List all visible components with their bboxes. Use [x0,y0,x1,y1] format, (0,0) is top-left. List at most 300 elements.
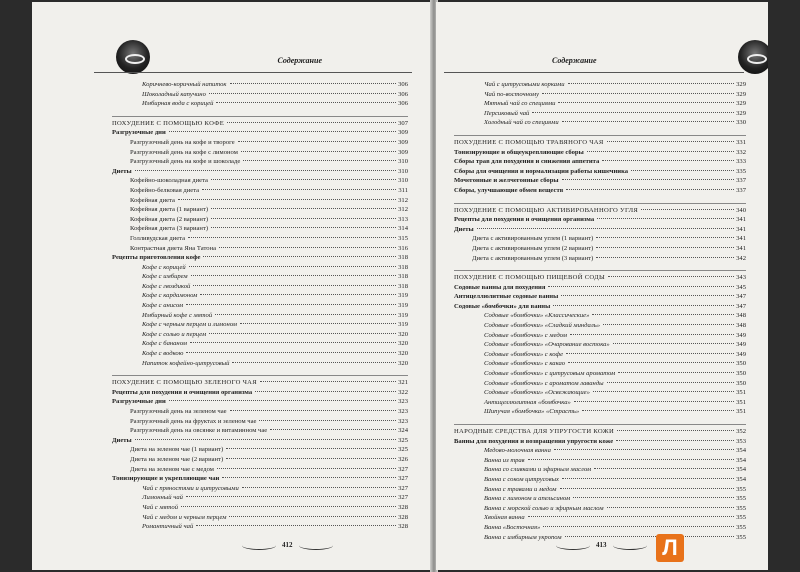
toc-entry-page: 345 [736,283,746,291]
toc-entry [454,485,746,495]
toc-leader-dots [190,342,396,343]
toc-entry [454,379,746,389]
toc-entry [112,196,408,206]
toc-section [454,203,746,216]
toc-entry-page: 337 [736,177,746,185]
toc-entry-page: 306 [398,81,408,88]
toc-entry-title: Тонизирующие и укрепляющие чаи [112,475,220,483]
toc-leader-dots [562,121,734,122]
toc-entry [454,359,746,369]
right-swirl-ornament-icon [299,541,333,550]
toc-entry [454,225,746,235]
toc-entry-title: Разгрузочный день на зеленом чае [130,408,227,415]
toc-entry-page: 329 [736,100,746,108]
toc-entry [454,369,746,379]
toc-entry [454,446,746,456]
toc-entry [454,167,746,177]
toc-entry [112,388,408,398]
toc-entry-title: Содовые «бомбочки» с медом [484,331,567,339]
toc-leader-dots [243,160,396,161]
toc-entry-title: Напиток кофейно-цитрусовый [142,359,230,367]
right-toc [454,80,746,542]
toc-leader-dots [528,459,735,460]
toc-entry-page: 343 [736,274,746,282]
toc-leader-dots [594,468,734,469]
toc-entry [112,176,408,186]
toc-entry-page: 355 [736,533,746,541]
toc-leader-dots [189,266,396,267]
toc-entry-page: 321 [398,379,408,387]
toc-entry [112,513,408,523]
toc-entry [454,311,746,321]
toc-leader-dots [193,285,396,286]
toc-entry [454,292,746,302]
toc-leader-dots [230,410,397,411]
toc-leader-dots [641,209,734,210]
right-header-title: Содержание [552,56,597,65]
toc-entry-page: 354 [736,456,746,464]
toc-entry-title: Мочегонные и желчегонные сборы [454,177,559,185]
toc-entry [454,148,746,158]
toc-entry-title: Ванна с имбирным укропом [484,533,562,541]
toc-entry [112,349,408,359]
toc-entry-page: 348 [736,312,746,320]
toc-entry-page: 315 [398,234,408,242]
toc-entry-title: Чай с цитрусовыми корками [484,81,565,88]
left-page [32,2,432,570]
toc-entry [454,109,746,119]
toc-entry-page: 341 [736,244,746,252]
toc-leader-dots [548,286,734,287]
toc-entry-title: Кофе с солью и перцем [142,330,207,338]
toc-entry-page: 318 [398,263,408,271]
toc-leader-dots [570,334,734,335]
toc-entry-page: 316 [398,244,408,252]
toc-entry [112,503,408,513]
toc-leader-dots [222,477,396,478]
left-swirl-ornament-icon [242,541,276,550]
toc-entry-title: Антицеллюлитная «бомбочка» [484,398,571,406]
toc-entry-title: Персиковый чай [484,109,530,117]
toc-entry-title: Ванна с соком цитрусовых [484,475,559,483]
toc-entry-page: 355 [736,495,746,503]
toc-entry-page: 311 [398,186,408,194]
toc-entry-title: Диета на зеленом чае (1 вариант) [130,446,224,454]
toc-leader-dots [562,179,735,180]
toc-entry [454,388,746,398]
toc-entry-title: Чай с мятой [142,503,178,511]
toc-entry-title: Кофейно-белковая диета [130,186,200,194]
toc-entry-page: 319 [398,292,408,300]
toc-entry-title: Ванна с лимоном и апельсином [484,495,571,503]
toc-entry-page: 333 [736,158,746,166]
toc-entry-page: 313 [398,215,408,223]
toc-entry [454,302,746,312]
toc-entry-page: 349 [736,331,746,339]
toc-leader-dots [232,362,396,363]
toc-leader-dots [211,208,396,209]
toc-entry-page: 327 [398,494,408,502]
toc-entry [454,176,746,186]
toc-leader-dots [200,294,396,295]
toc-entry [112,455,408,465]
toc-entry-title: Имбирный кофе с мятой [142,311,213,319]
toc-entry-title: Романтичный чай [142,523,194,531]
toc-entry-title: Разгрузочный день на кофе с лимоном [130,148,238,156]
toc-entry-page: 328 [398,513,408,521]
toc-entry-title: Сборы трав для похудения и снижения аппетита [454,158,600,166]
toc-leader-dots [603,324,734,325]
toc-leader-dots [592,314,734,315]
toc-entry-page: 322 [398,388,408,396]
toc-entry [112,291,408,301]
toc-entry-page: 342 [736,254,746,262]
toc-entry-page: 349 [736,350,746,358]
toc-entry-page: 307 [398,119,408,127]
toc-entry-page: 319 [398,311,408,319]
toc-leader-dots [186,496,396,497]
toc-leader-dots [219,247,396,248]
toc-leader-dots [196,525,396,526]
toc-leader-dots [593,391,734,392]
toc-entry-page: 348 [736,322,746,330]
toc-entry-page: 329 [736,90,746,98]
labirint-logo-icon: Л [656,534,684,562]
toc-entry [454,90,746,100]
toc-entry [454,350,746,360]
toc-entry [454,234,746,244]
toc-entry-title: Содовые «бомбочки» с какао [484,360,566,368]
toc-entry-page: 323 [398,398,408,406]
toc-entry [112,397,408,407]
toc-entry-title: Ванна с травами и медом [484,485,557,493]
toc-entry-title: Шипучая «бомбочка» «Страсть» [484,408,580,416]
toc-entry-title: Диета с активированным углем (1 вариант) [472,235,594,243]
toc-leader-dots [574,401,734,402]
toc-entry [112,186,408,196]
toc-entry-page: 355 [736,504,746,512]
toc-entry-title: Содовые «бомбочки» «Освежающие» [484,389,590,397]
toc-entry [454,99,746,109]
toc-leader-dots [562,478,734,479]
toc-leader-dots [229,516,396,517]
right-page-number: 413 [596,541,607,549]
toc-entry-page: 306 [398,90,408,98]
toc-leader-dots [186,304,396,305]
toc-entry-title: Содовые «бомбочки» «Очарование востока» [484,341,610,349]
toc-entry-title: Голливудская диета [130,234,186,242]
toc-entry-title: Кофе с черным перцем и лимоном [142,321,237,329]
toc-leader-dots [542,93,734,94]
toc-entry-title: Разгрузочный день на кофе и твороге [130,138,235,146]
toc-entry-title: Содовые «бомбочки» «Сладкий миндаль» [484,322,600,330]
left-page-number: 412 [282,541,293,549]
toc-leader-dots [255,391,396,392]
toc-entry [112,407,408,417]
toc-leader-dots [528,516,734,517]
toc-leader-dots [573,497,734,498]
toc-entry-page: 328 [398,503,408,511]
toc-entry-page: 355 [736,523,746,531]
toc-entry [112,311,408,321]
toc-entry-page: 326 [398,455,408,463]
toc-entry-page: 309 [398,129,408,137]
toc-entry-page: 323 [398,417,408,425]
toc-leader-dots [226,458,396,459]
toc-entry [454,523,746,533]
toc-entry-title: Кофе с кардамоном [142,292,198,300]
toc-entry-title: Медово-молочная ванна [484,447,551,455]
toc-entry [454,398,746,408]
toc-leader-dots [566,353,734,354]
toc-entry-title: Кофейная диета [130,196,175,204]
toc-entry-title: Содовые «бомбочки» с кофе [484,350,564,358]
toc-entry-title: Разгрузочные дни [112,129,166,137]
toc-entry-page: 354 [736,475,746,483]
toc-leader-dots [553,305,734,306]
toc-leader-dots [188,237,396,238]
toc-entry-page: 309 [398,148,408,156]
toc-entry [454,254,746,264]
toc-entry [112,301,408,311]
toc-entry [112,330,408,340]
toc-entry [112,138,408,148]
toc-leader-dots [202,189,396,190]
toc-entry [454,244,746,254]
toc-leader-dots [596,247,734,248]
toc-entry-title: Рецепты для похудения и очищения организма [112,388,253,396]
toc-entry-title: Коричнево-коричный напиток [142,81,227,88]
toc-entry-page: 354 [736,466,746,474]
toc-entry-title: Ванны для похудения и возвращения упругости коже [454,437,614,445]
toc-entry-title: Содовые «бомбочки» с цитрусовым ароматом [484,370,616,378]
toc-entry-page: 341 [736,216,746,224]
toc-entry [454,494,746,504]
toc-entry [112,234,408,244]
toc-entry [454,437,746,447]
toc-entry [112,205,408,215]
toc-entry [112,484,408,494]
toc-entry-title: Диета на зеленом чае с медом [130,465,214,473]
toc-leader-dots [169,400,396,401]
toc-entry-page: 310 [398,177,408,185]
toc-entry-page: 341 [736,225,746,233]
toc-entry [112,215,408,225]
toc-entry-title: Тонизирующие и общеукрепляющие сборы [454,148,584,156]
toc-entry-title: Ванна со сливками и эфирным маслом [484,466,592,474]
toc-entry-page: 325 [398,436,408,444]
toc-entry [454,215,746,225]
toc-leader-dots [568,83,735,84]
toc-entry-title: Антицеллюлитные содовые ванны [454,293,559,301]
toc-entry [454,80,746,90]
toc-entry [454,456,746,466]
toc-leader-dots [211,179,396,180]
toc-entry [112,99,408,109]
toc-entry-page: 355 [736,514,746,522]
toc-leader-dots [566,189,734,190]
left-toc [112,80,408,532]
toc-entry-title: Разгрузочный день на фруктах и зеленом чае [130,417,257,425]
toc-leader-dots [477,228,734,229]
toc-entry-title: Разгрузочный день на овсянке и витаминном чае [130,427,268,435]
toc-entry-title: Контрастная диета Яна Татона [130,244,217,252]
toc-entry-page: 312 [398,196,408,204]
toc-leader-dots [191,275,396,276]
toc-entry-title: Шоколадный капучино [142,90,206,98]
toc-entry-page: 340 [736,206,746,214]
toc-entry-title: Холодный чай со специями [484,119,559,127]
toc-entry [112,148,408,158]
left-swirl-ornament-icon [556,541,590,550]
toc-entry-title: Рецепты приготовления кофе [112,254,201,262]
toc-entry-title: Содовые «бомбочки» для ванны [454,302,551,310]
toc-leader-dots [169,131,396,132]
toc-leader-dots [217,468,396,469]
right-page-header [444,54,744,73]
toc-leader-dots [238,141,396,142]
toc-entry-title: Хвойная ванна [484,514,525,522]
toc-entry-page: 310 [398,167,408,175]
toc-entry-page: 325 [398,446,408,454]
toc-leader-dots [618,372,734,373]
toc-entry-title: Кофе с гвоздикой [142,282,191,290]
toc-entry [112,320,408,330]
toc-entry [454,504,746,514]
toc-entry-title: ПОХУДЕНИЕ С ПОМОЩЬЮ КОФЕ [112,119,225,127]
toc-entry-title: Разгрузочный день на кофе и шоколаде [130,158,241,166]
toc-entry-page: 320 [398,350,408,358]
toc-leader-dots [209,333,396,334]
toc-entry-page: 329 [736,81,746,88]
toc-entry [112,244,408,254]
toc-section [454,270,746,283]
toc-leader-dots [135,170,396,171]
toc-entry-page: 327 [398,465,408,473]
right-page [436,2,768,570]
toc-entry [454,475,746,485]
toc-entry-page: 327 [398,484,408,492]
toc-entry [112,359,408,369]
toc-entry [112,445,408,455]
toc-entry-page: 347 [736,302,746,310]
toc-leader-dots [607,141,735,142]
toc-entry [112,167,408,177]
toc-leader-dots [568,362,734,363]
toc-entry [112,417,408,427]
toc-entry-title: Чай по-восточному [484,90,540,98]
toc-section [112,375,408,388]
toc-entry-page: 318 [398,282,408,290]
toc-leader-dots [558,102,734,103]
toc-entry-title: Сборы для очищения и нормализации работы кишечника [454,167,629,175]
toc-entry-page: 350 [736,379,746,387]
toc-leader-dots [608,276,734,277]
toc-entry-title: Кофе с бананом [142,340,187,348]
toc-leader-dots [259,420,396,421]
toc-entry-title: Ванна из трав [484,456,525,464]
toc-entry [112,465,408,475]
toc-leader-dots [211,227,396,228]
toc-entry-title: Кофейная диета (2 вариант) [130,215,209,223]
toc-entry-title: НАРОДНЫЕ СРЕДСТВА ДЛЯ УПРУГОСТИ КОЖИ [454,428,615,435]
toc-entry-page: 306 [398,100,408,108]
toc-entry-page: 310 [398,158,408,166]
toc-leader-dots [543,526,734,527]
toc-entry-page: 314 [398,225,408,233]
toc-entry-title: Кофейно-шоколадная диета [130,177,208,185]
toc-leader-dots [215,314,396,315]
toc-entry-page: 354 [736,447,746,455]
toc-entry [112,436,408,446]
toc-entry [454,407,746,417]
toc-leader-dots [181,506,396,507]
toc-leader-dots [226,448,396,449]
toc-entry-title: Кофе с имбирем [142,273,188,281]
toc-entry-page: 350 [736,370,746,378]
left-header-title: Содержание [277,56,322,65]
toc-entry-page: 323 [398,408,408,415]
toc-leader-dots [554,449,734,450]
toc-entry-title: Кофе с водкою [142,350,184,358]
toc-entry-title: ПОХУДЕНИЕ С ПОМОЩЬЮ ЗЕЛЕНОГО ЧАЯ [112,379,257,387]
toc-entry-title: Разгрузочные дни [112,398,166,406]
toc-entry [112,128,408,138]
toc-entry [112,80,408,90]
toc-entry-page: 318 [398,273,408,281]
right-page-footer [556,538,647,552]
toc-entry-page: 320 [398,359,408,367]
toc-leader-dots [241,151,396,152]
toc-entry-title: Кофе с корицей [142,263,186,271]
toc-entry-page: 318 [398,254,408,262]
toc-entry-page: 331 [736,138,746,146]
toc-entry-page: 351 [736,389,746,397]
toc-leader-dots [216,102,396,103]
toc-entry-title: Содовые «бомбочки» с ароматом лаванды [484,379,604,387]
toc-entry-page: 327 [398,475,408,483]
toc-leader-dots [596,237,734,238]
toc-entry [454,157,746,167]
toc-leader-dots [587,151,734,152]
toc-leader-dots [560,488,735,489]
toc-entry-page: 309 [398,138,408,146]
toc-entry-page: 351 [736,398,746,406]
toc-leader-dots [186,352,396,353]
toc-entry-page: 349 [736,341,746,349]
toc-entry [454,340,746,350]
toc-entry [112,339,408,349]
toc-entry [112,522,408,532]
toc-entry-title: Диета на зеленом чае (2 вариант) [130,455,224,463]
toc-leader-dots [227,122,396,123]
toc-entry-title: ПОХУДЕНИЕ С ПОМОЩЬЮ ТРАВЯНОГО ЧАЯ [454,138,604,146]
toc-leader-dots [211,218,396,219]
toc-leader-dots [270,429,396,430]
toc-entry-title: Имбирная вода с корицей [142,100,214,108]
left-page-footer [242,538,333,552]
toc-entry-title: Рецепты для похудения и очищения организма [454,216,595,224]
toc-leader-dots [135,439,396,440]
toc-leader-dots [597,218,734,219]
toc-entry-title: Чай с пряностями и цитрусовыми [142,484,239,492]
toc-entry [112,224,408,234]
toc-entry-title: Кофе с анисом [142,302,184,310]
toc-entry-title: Кофейная диета (1 вариант) [130,206,209,214]
toc-entry [454,321,746,331]
toc-entry-title: Сборы, улучшающие обмен веществ [454,186,564,194]
toc-leader-dots [607,507,735,508]
